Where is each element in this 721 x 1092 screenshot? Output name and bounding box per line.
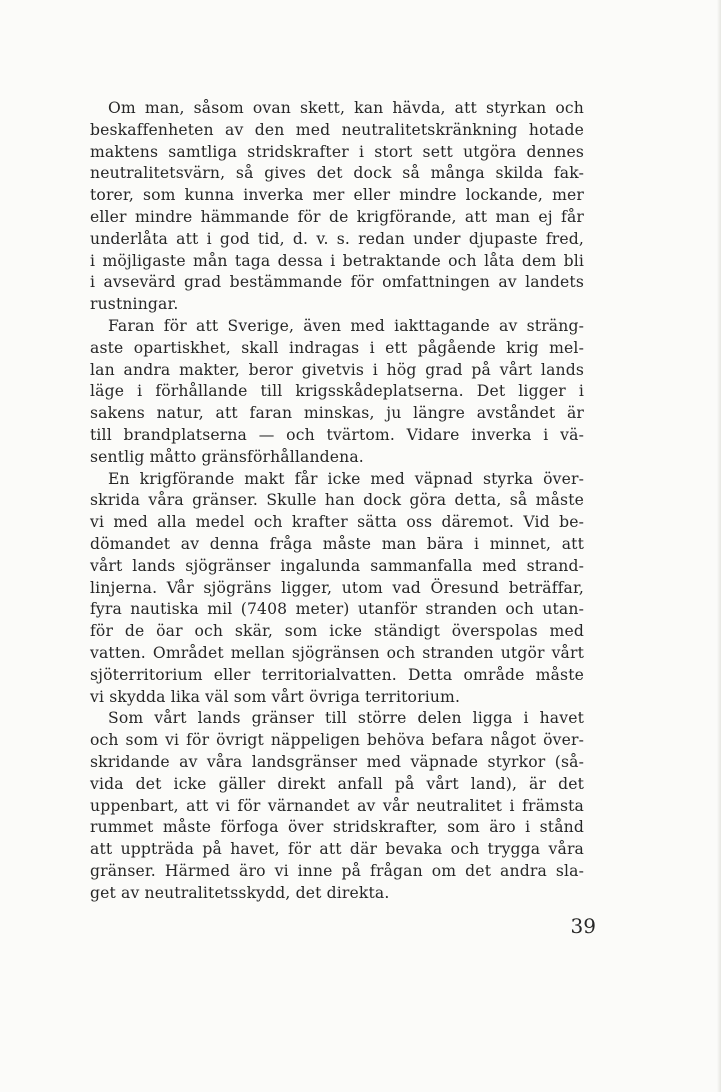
text-line: Som vårt lands gränser till större delen ligga i havet [108, 709, 584, 728]
text-line: att uppträda på havet, för att där bevaka och trygga våra [90, 840, 584, 859]
text-line: i möjligaste mån taga dessa i betraktande och låta dem bli [90, 251, 584, 270]
text-line: sakens natur, att faran minskas, ju längre avståndet är [90, 404, 584, 423]
text-line: beskaffenheten av den med neutralitetskränkning hotade [90, 120, 584, 139]
text-line: rustningar. [90, 295, 179, 314]
text-line: och som vi för övrigt näppeligen behöva befara något över- [90, 731, 584, 750]
text-line: get av neutralitetsskydd, det direkta. [90, 883, 390, 902]
page-number: 39 [570, 914, 596, 938]
text-line: torer, som kunna inverka mer eller mindre lockande, mer [90, 186, 584, 205]
text-line: dömandet av denna fråga måste man bära i minnet, att [90, 534, 584, 553]
text-line: för de öar och skär, som icke ständigt överspolas med [90, 622, 584, 641]
text-line: linjerna. Vår sjögräns ligger, utom vad Öresund beträffar, [90, 578, 584, 597]
text-line: vårt lands sjögränser ingalunda sammanfalla med strand- [90, 556, 584, 575]
text-line: sentlig måtto gränsförhållandena. [90, 447, 364, 466]
text-line: lan andra makter, beror givetvis i hög grad på vårt lands [90, 360, 584, 379]
text-line: maktens samtliga stridskrafter i stort sett utgöra dennes [90, 142, 584, 161]
text-line: skrida våra gränser. Skulle han dock göra detta, så måste [90, 491, 584, 510]
text-line: vatten. Området mellan sjögränsen och stranden utgör vårt [90, 643, 584, 662]
text-line: vi med alla medel och krafter sätta oss däremot. Vid be- [90, 513, 584, 532]
text-line: aste opartiskhet, skall indragas i ett pågående krig mel- [90, 338, 584, 357]
text-line: läge i förhållande till krigsskådeplatserna. Det ligger i [90, 382, 584, 401]
page-edge-shadow [717, 0, 721, 1092]
text-line: fyra nautiska mil (7408 meter) utanför stranden och utan- [90, 600, 584, 619]
text-line: rummet måste förfoga över stridskrafter, som äro i stånd [90, 818, 584, 837]
body-text [90, 98, 584, 904]
text-line: i avsevärd grad bestämmande för omfattningen av landets [90, 273, 584, 292]
text-line: eller mindre hämmande för de krigförande, att man ej får [90, 207, 584, 226]
text-line: En krigförande makt får icke med väpnad styrka över- [108, 469, 584, 488]
text-line: sjöterritorium eller territorialvatten. Detta område måste [90, 665, 584, 684]
text-line: gränser. Härmed äro vi inne på frågan om det andra sla- [90, 861, 584, 880]
text-line: neutralitetsvärn, så gives det dock så många skilda fak- [90, 164, 584, 183]
text-line: uppenbart, att vi för värnandet av vår neutralitet i främsta [90, 796, 584, 815]
text-line: till brandplatserna — och tvärtom. Vidare inverka i vä- [90, 425, 584, 444]
text-line: vi skydda lika väl som vårt övriga territorium. [90, 687, 461, 706]
paragraph-2 [90, 316, 584, 469]
paragraph-3 [90, 469, 584, 709]
text-line: underlåta att i god tid, d. v. s. redan under djupaste fred, [90, 229, 584, 248]
paragraph-4 [90, 708, 584, 904]
text-line: skridande av våra landsgränser med väpnade styrkor (så- [90, 752, 584, 771]
text-line: Om man, såsom ovan skett, kan hävda, att styrkan och [108, 99, 584, 117]
paragraph-1 [90, 98, 584, 316]
text-line: Faran för att Sverige, även med iakttagande av sträng- [108, 316, 584, 335]
text-line: vida det icke gäller direkt anfall på vårt land), är det [90, 774, 584, 793]
